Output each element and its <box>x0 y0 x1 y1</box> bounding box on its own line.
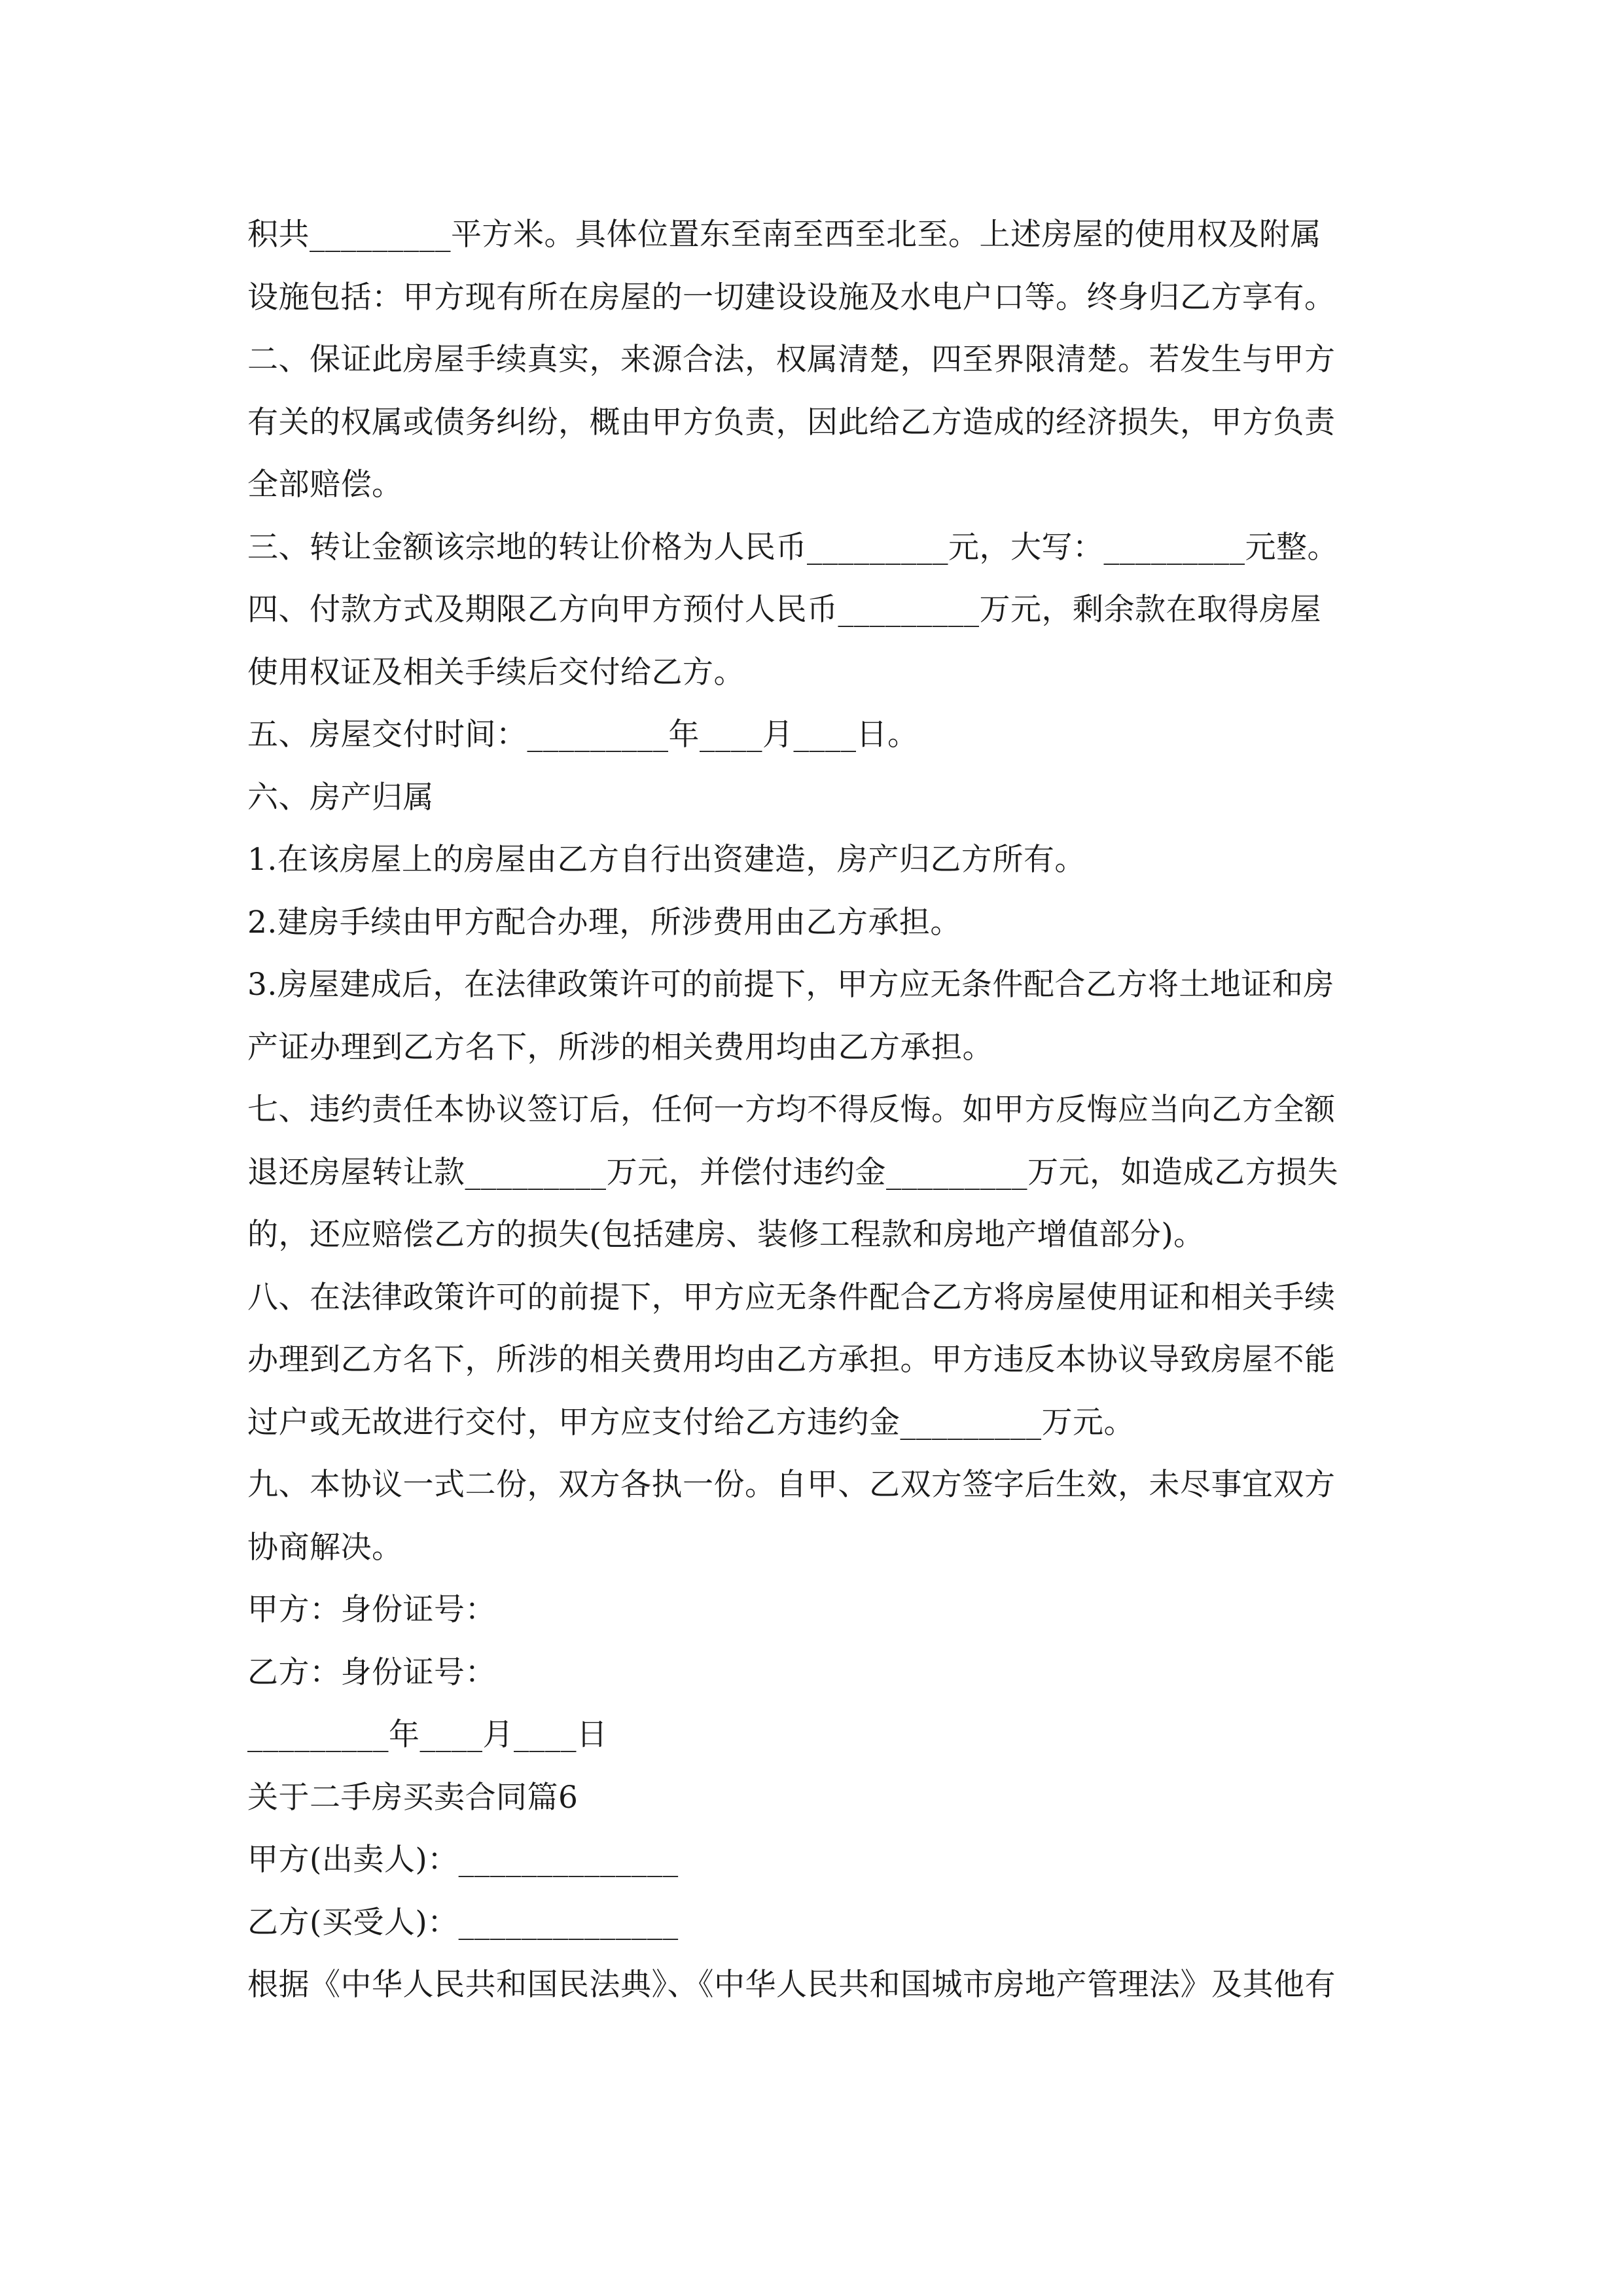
text-line: 五、房屋交付时间：_________年____月____日。 <box>247 717 919 753</box>
document-body <box>247 204 1399 2017</box>
text-line: 3.房屋建成后，在法律政策许可的前提下，甲方应无条件配合乙方将土地证和房 <box>247 967 1334 1003</box>
date-line: _________年____月____日 <box>247 1717 608 1753</box>
seller-line: 甲方(出卖人)：______________ <box>247 1842 679 1878</box>
text-line: 2.建房手续由甲方配合办理，所涉费用由乙方承担。 <box>247 904 961 941</box>
text-line: 协商解决。 <box>247 1529 403 1566</box>
text-line: 退还房屋转让款_________万元，并偿付违约金_________万元，如造成乙方损失 <box>247 1154 1338 1191</box>
contract-title: 关于二手房买卖合同篇6 <box>247 1779 579 1816</box>
text-line: 三、转让金额该宗地的转让价格为人民币_________元，大写：_________元整。 <box>247 529 1338 565</box>
text-line: 根据《中华人民共和国民法典》、《中华人民共和国城市房地产管理法》及其他有 <box>247 1967 1336 2003</box>
text-line: 有关的权属或债务纠纷，概由甲方负责，因此给乙方造成的经济损失，甲方负责 <box>247 404 1336 440</box>
text-line: 八、在法律政策许可的前提下，甲方应无条件配合乙方将房屋使用证和相关手续 <box>247 1279 1336 1316</box>
signature-line-party-a: 甲方：身份证号： <box>247 1592 496 1628</box>
buyer-line: 乙方(买受人)：______________ <box>247 1904 679 1941</box>
text-line: 使用权证及相关手续后交付给乙方。 <box>247 654 745 691</box>
text-line: 设施包括：甲方现有所在房屋的一切建设设施及水电户口等。终身归乙方享有。 <box>247 279 1336 315</box>
section-heading: 六、房产归属 <box>247 779 434 816</box>
text-line: 全部赔偿。 <box>247 467 403 503</box>
text-line: 四、付款方式及期限乙方向甲方预付人民币_________万元，剩余款在取得房屋 <box>247 592 1321 628</box>
text-line: 产证办理到乙方名下，所涉的相关费用均由乙方承担。 <box>247 1029 993 1066</box>
text-line: 办理到乙方名下，所涉的相关费用均由乙方承担。甲方违反本协议导致房屋不能 <box>247 1342 1336 1378</box>
signature-line-party-b: 乙方：身份证号： <box>247 1654 496 1691</box>
text-line: 二、保证此房屋手续真实，来源合法，权属清楚，四至界限清楚。若发生与甲方 <box>247 342 1336 378</box>
text-line: 的，还应赔偿乙方的损失(包括建房、装修工程款和房地产增值部分)。 <box>247 1217 1205 1253</box>
text-line: 过户或无故进行交付，甲方应支付给乙方违约金_________万元。 <box>247 1404 1135 1441</box>
text-line: 七、违约责任本协议签订后，任何一方均不得反悔。如甲方反悔应当向乙方全额 <box>247 1092 1336 1128</box>
text-line: 1.在该房屋上的房屋由乙方自行出资建造，房产归乙方所有。 <box>247 842 1086 878</box>
text-line: 积共_________平方米。具体位置东至南至西至北至。上述房屋的使用权及附属 <box>247 217 1321 253</box>
text-line: 九、本协议一式二份，双方各执一份。自甲、乙双方签字后生效，未尽事宜双方 <box>247 1467 1336 1503</box>
